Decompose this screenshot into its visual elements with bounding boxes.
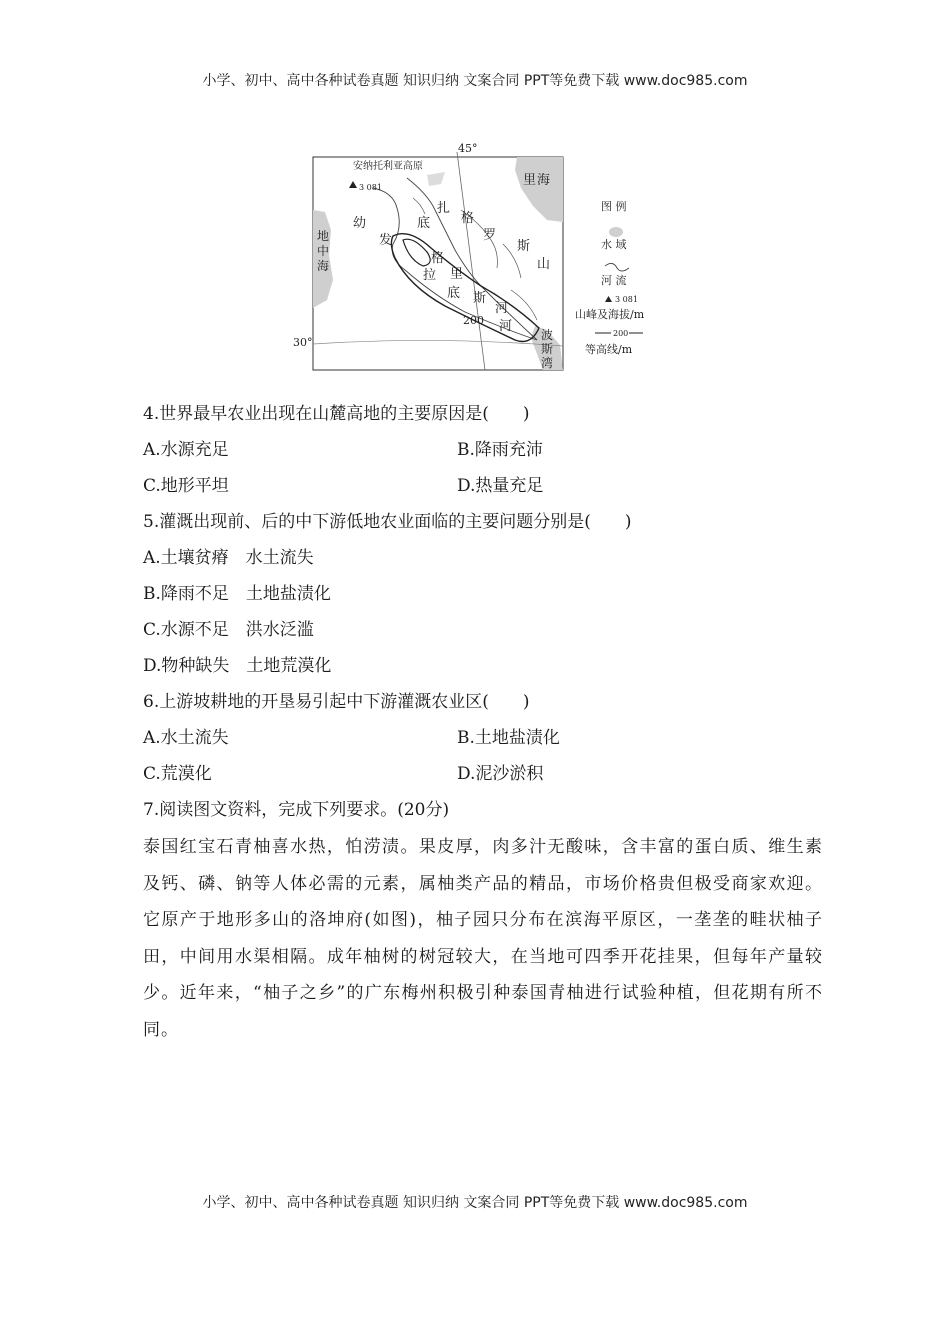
zagros-char-5: 山	[537, 257, 551, 272]
legend-contour-value: 200	[613, 329, 629, 338]
zagros-char-3: 罗	[483, 228, 497, 243]
question-4-option-b: B.降雨充沛	[457, 440, 543, 460]
euphrates-char-2: 发	[379, 233, 393, 248]
peak-elevation-label: 3 081	[359, 183, 382, 192]
question-content	[143, 403, 823, 1048]
caspian-char-1: 里	[523, 173, 537, 188]
question-4-options-row-2	[143, 475, 823, 497]
zagros-char-2: 格	[461, 211, 475, 226]
plateau-label: 安纳托利亚高原	[353, 161, 423, 172]
legend-river-symbol	[605, 263, 629, 271]
gulf-char-3: 湾	[541, 356, 554, 370]
euphrates-char-1: 幼	[353, 216, 367, 231]
question-5-option-a: A.土壤贫瘠 水土流失	[143, 548, 314, 568]
legend-river-label: 河 流	[601, 274, 627, 287]
euphrates-char-3: 拉	[423, 268, 437, 283]
question-6-option-a: A.水土流失	[143, 728, 229, 748]
tigris-char-1: 底	[417, 216, 431, 231]
caspian-char-2: 海	[537, 173, 551, 188]
legend-water-symbol	[609, 227, 623, 237]
med-char-2: 中	[317, 244, 330, 258]
question-4-options-row-1	[143, 439, 823, 461]
tigris-char-5: 河	[495, 301, 509, 316]
lon-45-label: 45°	[458, 142, 478, 155]
caspian-sea-shape	[515, 157, 563, 222]
question-5-option-c: C.水源不足 洪水泛滥	[143, 620, 314, 640]
question-4-option-d: D.热量充足	[457, 476, 544, 496]
question-5-option-d: D.物种缺失 土地荒漠化	[143, 656, 332, 676]
page-footer: 小学、初中、高中各种试卷真题 知识归纳 文案合同 PPT等免费下载 www.doc985.com	[202, 1195, 748, 1211]
legend-peak-symbol	[605, 296, 612, 302]
question-6-option-b: B.土地盐渍化	[457, 728, 560, 748]
legend-contour-label: 等高线/m	[585, 343, 633, 356]
zagros-char-4: 斯	[517, 239, 531, 254]
gulf-char-2: 斯	[541, 342, 554, 356]
river-tributary-1	[413, 198, 425, 214]
tigris-char-4: 斯	[473, 291, 487, 306]
legend-title: 图 例	[601, 200, 627, 213]
tigris-char-2: 格	[431, 251, 445, 266]
question-4-option-a: A.水源充足	[143, 440, 229, 460]
gulf-char-1: 波	[541, 328, 554, 342]
med-char-3: 海	[317, 259, 330, 273]
page-header: 小学、初中、高中各种试卷真题 知识归纳 文案合同 PPT等免费下载 www.doc985.com	[202, 73, 748, 89]
question-7-stem: 7.阅读图文资料，完成下列要求。(20分)	[143, 800, 450, 820]
legend-peak-value: 3 081	[615, 295, 638, 304]
lake-van-shape	[427, 172, 445, 186]
legend-water-label: 水 域	[601, 238, 627, 251]
question-6-stem: 6.上游坡耕地的开垦易引起中下游灌溉农业区( )	[143, 692, 530, 712]
peak-triangle	[349, 181, 357, 188]
lat-30-label: 30°	[293, 336, 313, 349]
euphrates-char-4: 底	[447, 286, 461, 301]
question-6-options-row-1	[143, 727, 823, 749]
question-4-stem: 4.世界最早农业出现在山麓高地的主要原因是( )	[143, 404, 530, 424]
question-6-option-d: D.泥沙淤积	[457, 764, 544, 784]
question-6-option-c: C.荒漠化	[143, 764, 212, 784]
question-6-options-row-2	[143, 763, 823, 785]
tigris-char-3: 里	[450, 267, 464, 282]
question-5-option-b: B.降雨不足 土地盐渍化	[143, 584, 331, 604]
mesopotamia-map	[285, 140, 675, 372]
question-4-option-c: C.地形平坦	[143, 476, 229, 496]
zagros-char-1: 扎	[437, 201, 451, 216]
river-label-he: 河	[499, 319, 513, 334]
question-5-stem: 5.灌溉出现前、后的中下游低地农业面临的主要问题分别是( )	[143, 512, 632, 532]
contour-200-label: 200	[463, 314, 484, 327]
legend-peak-label: 山峰及海拔/m	[575, 308, 645, 321]
med-char-1: 地	[317, 229, 330, 243]
question-7-paragraph: 泰国红宝石青柚喜水热，怕涝渍。果皮厚，肉多汁无酸味，含丰富的蛋白质、维生素及钙、磷、钠等人体必需的元素，属柚类产品的精品，市场价格贵但极受商家欢迎。它原产于地形多山的洛坤府(如图)，柚子园只分布在滨海平原区，一垄垄的畦状柚子田，中间用水渠相隔。成年柚树的树冠较大，在当地可四季开花挂果，但每年产量较少。近年来，“柚子之乡”的广东梅州积极引种泰国青柚进行试验种植，但花期有所不同。	[143, 837, 823, 1040]
